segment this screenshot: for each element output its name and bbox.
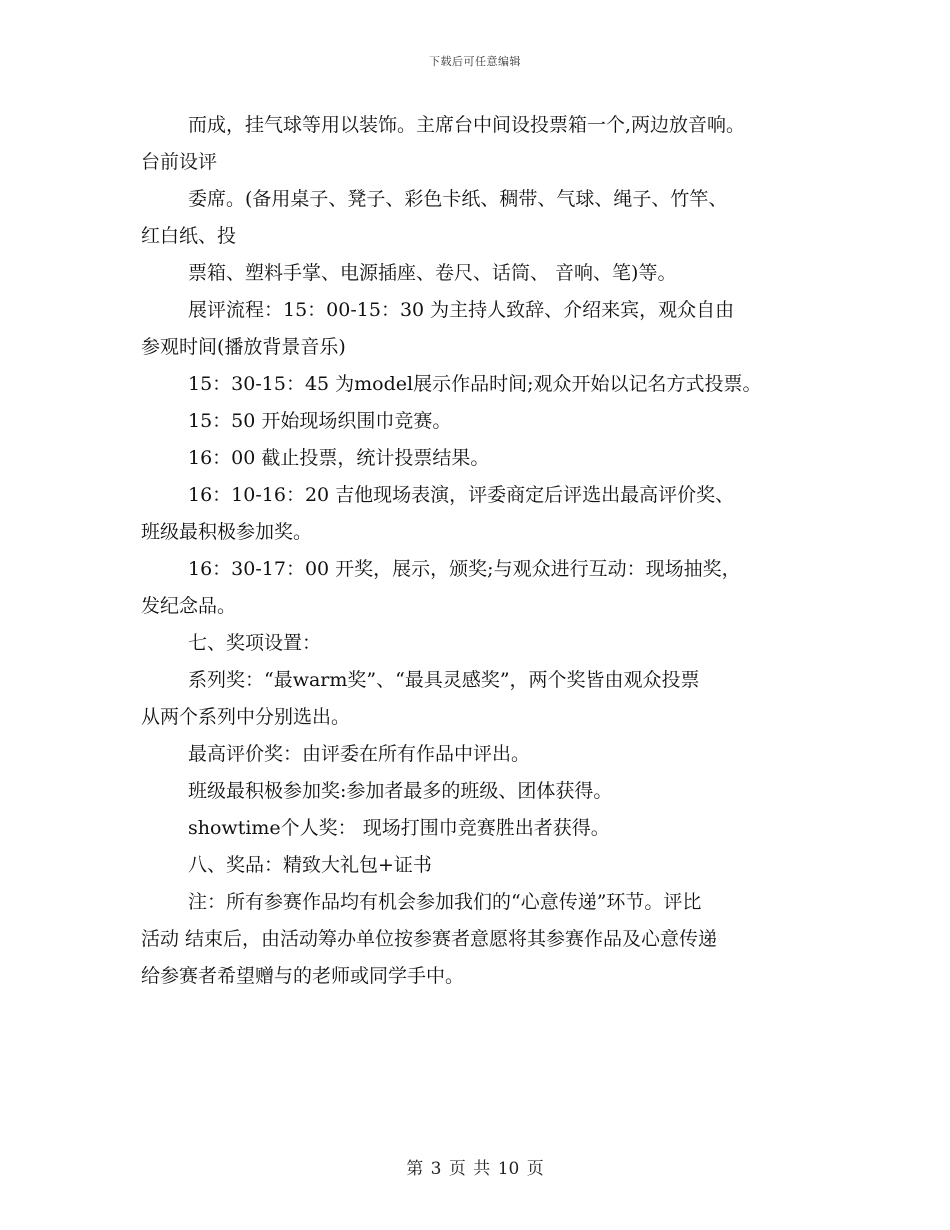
paragraph-line: 发纪念品。 bbox=[141, 595, 237, 617]
paragraph-line: 系列奖：“最warm奖”、“最具灵感奖”，两个奖皆由观众投票 bbox=[188, 669, 700, 691]
paragraph-line: 班级最积极参加奖。 bbox=[141, 521, 313, 543]
paragraph-line: 15：30-15：45 为model展示作品时间;观众开始以记名方式投票。 bbox=[188, 373, 762, 395]
paragraph-line: 15：50 开始现场织围巾竞赛。 bbox=[188, 410, 452, 432]
paragraph-line: 票箱、塑料手掌、电源插座、卷尺、话筒、 音响、笔)等。 bbox=[188, 262, 677, 284]
paragraph-line: 参观时间(播放背景音乐) bbox=[141, 336, 346, 358]
paragraph-line: 台前设评 bbox=[141, 151, 218, 173]
page-number-footer: 第 3 页 共 10 页 bbox=[406, 1159, 544, 1179]
paragraph-line: showtime个人奖： 现场打围巾竞赛胜出者获得。 bbox=[188, 817, 610, 839]
paragraph-line: 16：00 截止投票，统计投票结果。 bbox=[188, 447, 490, 469]
paragraph-line: 红白纸、投 bbox=[141, 225, 237, 247]
document-body bbox=[141, 110, 831, 998]
section-heading-prizes: 八、奖品：精致大礼包+证书 bbox=[188, 854, 432, 876]
paragraph-line: 而成，挂气球等用以装饰。主席台中间设投票箱一个,两边放音响。 bbox=[188, 114, 746, 136]
paragraph-line: 给参赛者希望赠与的老师或同学手中。 bbox=[141, 965, 465, 987]
section-heading-awards: 七、奖项设置： bbox=[188, 632, 322, 654]
paragraph-line: 注：所有参赛作品均有机会参加我们的“心意传递”环节。评比 bbox=[188, 891, 702, 913]
page-header-note: 下载后可任意编辑 bbox=[429, 55, 521, 68]
paragraph-line: 班级最积极参加奖:参加者最多的班级、团体获得。 bbox=[188, 780, 613, 802]
paragraph-line: 最高评价奖：由评委在所有作品中评出。 bbox=[188, 743, 531, 765]
paragraph-line: 委席。(备用桌子、凳子、彩色卡纸、稠带、气球、绳子、竹竿、 bbox=[188, 188, 728, 210]
paragraph-line: 活动 结束后，由活动筹办单位按参赛者意愿将其参赛作品及心意传递 bbox=[141, 928, 718, 950]
paragraph-line: 从两个系列中分别选出。 bbox=[141, 706, 351, 728]
paragraph-line: 展评流程：15：00-15：30 为主持人致辞、介绍来宾，观众自由 bbox=[188, 299, 735, 321]
paragraph-line: 16：30-17：00 开奖，展示，颁奖;与观众进行互动：现场抽奖， bbox=[188, 558, 741, 580]
paragraph-line: 16：10-16：20 吉他现场表演，评委商定后评选出最高评价奖、 bbox=[188, 484, 735, 506]
